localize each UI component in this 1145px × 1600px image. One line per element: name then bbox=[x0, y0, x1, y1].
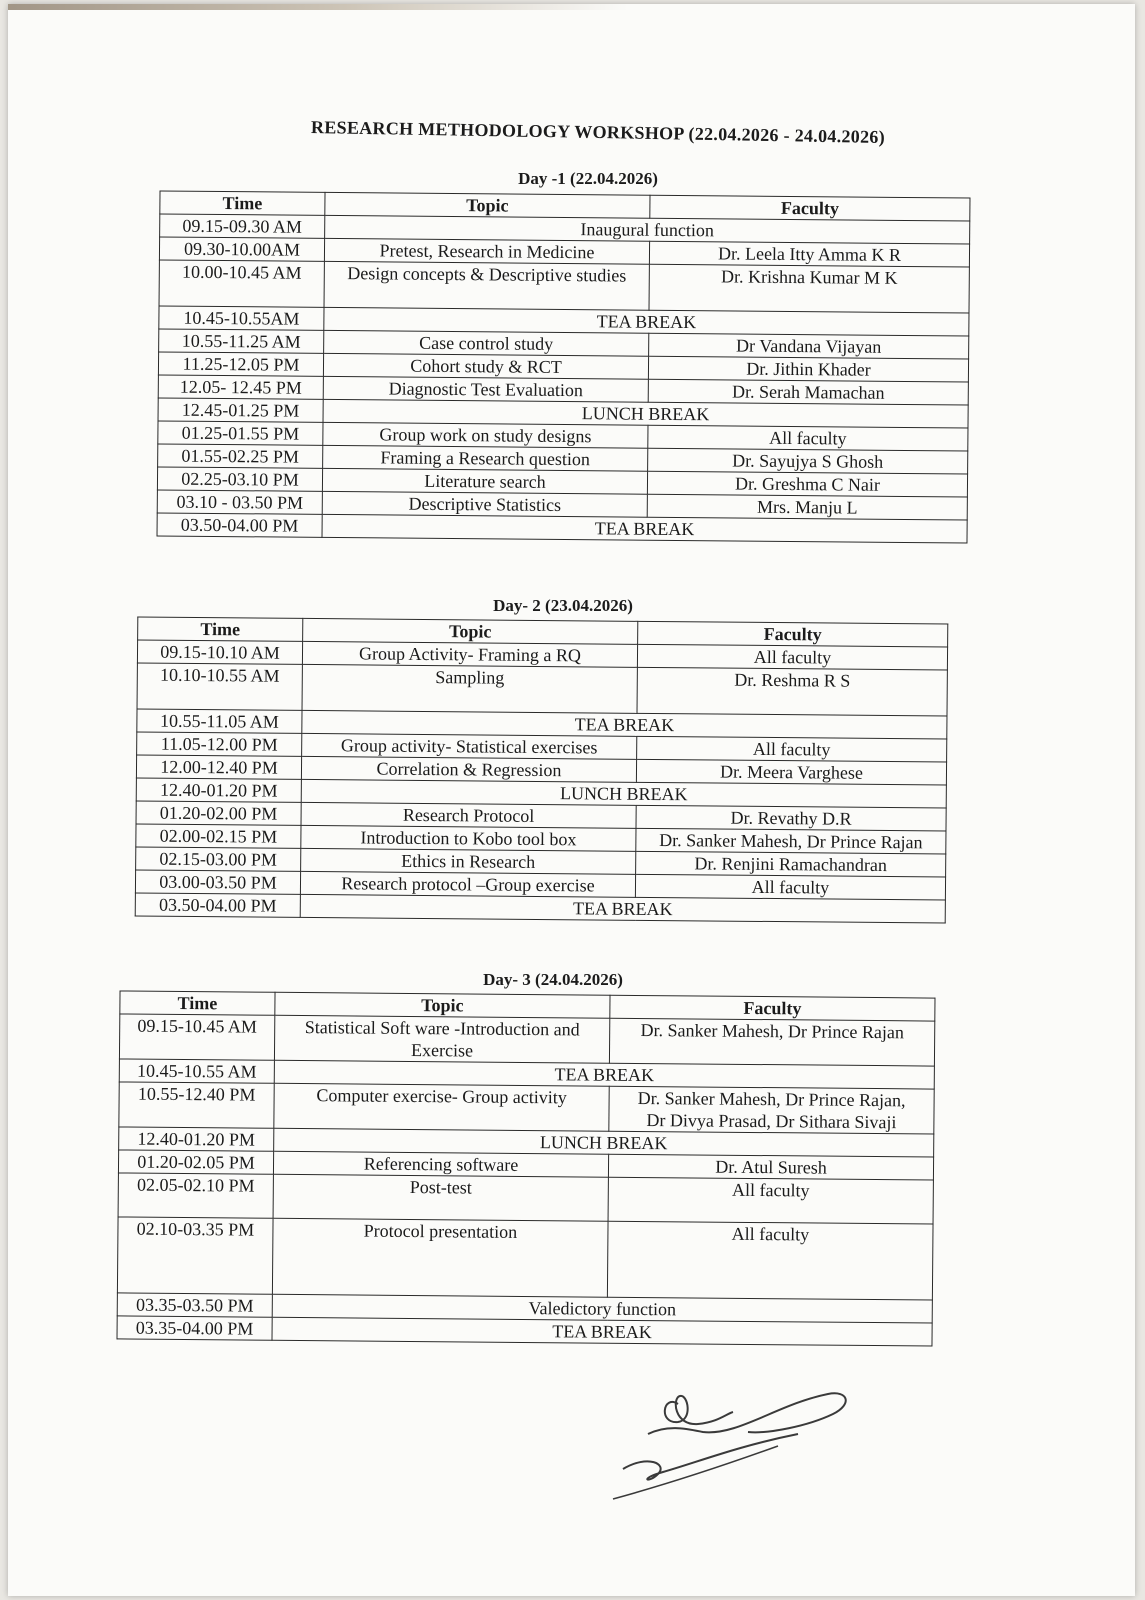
topic-cell: Cohort study & RCT bbox=[323, 353, 648, 379]
faculty-cell: Dr. Sanker Mahesh, Dr Prince Rajan bbox=[609, 1018, 934, 1066]
time-cell: 02.05-02.10 PM bbox=[118, 1173, 273, 1218]
time-cell: 10.00-10.45 AM bbox=[159, 260, 324, 307]
topic-cell: Pretest, Research in Medicine bbox=[324, 238, 649, 264]
day1-table bbox=[157, 190, 971, 543]
header-topic: Topic bbox=[303, 618, 638, 644]
topic-cell: Protocol presentation bbox=[272, 1218, 608, 1297]
topic-cell: Research protocol –Group exercise bbox=[300, 871, 635, 897]
faculty-cell: All faculty bbox=[637, 644, 947, 670]
topic-line: Exercise bbox=[410, 1039, 474, 1061]
table-row bbox=[119, 1082, 934, 1134]
event-cell: TEA BREAK bbox=[274, 1060, 934, 1089]
topic-cell: Literature search bbox=[322, 468, 647, 494]
time-cell: 03.50-04.00 PM bbox=[135, 893, 300, 917]
time-cell: 03.35-03.50 PM bbox=[117, 1293, 272, 1317]
topic-cell: Sampling bbox=[302, 664, 637, 713]
header-time: Time bbox=[160, 191, 325, 215]
faculty-cell: Dr. Meera Varghese bbox=[636, 759, 946, 785]
faculty-cell: All faculty bbox=[608, 1177, 933, 1224]
faculty-line: Dr. Sanker Mahesh, Dr Prince Rajan, bbox=[637, 1087, 906, 1111]
faculty-cell: Mrs. Manju L bbox=[647, 494, 967, 520]
time-cell: 10.45-10.55 AM bbox=[119, 1059, 274, 1083]
time-cell: 12.05- 12.45 PM bbox=[158, 375, 323, 399]
topic-cell: Group Activity- Framing a RQ bbox=[302, 641, 637, 667]
topic-cell: Group work on study designs bbox=[323, 422, 648, 448]
page-title: RESEARCH METHODOLOGY WORKSHOP (22.04.2026 - 24.04.2026) bbox=[310, 116, 886, 148]
topic-cell: Introduction to Kobo tool box bbox=[301, 825, 636, 851]
faculty-cell: Dr. Reshma R S bbox=[637, 667, 947, 716]
faculty-cell bbox=[609, 1086, 934, 1134]
time-cell: 12.00-12.40 PM bbox=[136, 755, 301, 779]
faculty-cell: Dr Vandana Vijayan bbox=[649, 333, 969, 359]
faculty-cell: All faculty bbox=[637, 736, 947, 762]
time-cell: 02.00-02.15 PM bbox=[136, 824, 301, 848]
faculty-cell: All faculty bbox=[635, 874, 945, 900]
day2-table bbox=[135, 616, 949, 923]
header-time: Time bbox=[138, 617, 303, 641]
time-cell: 09.30-10.00AM bbox=[159, 237, 324, 261]
event-cell: TEA BREAK bbox=[272, 1317, 932, 1346]
table-row bbox=[137, 663, 947, 716]
topic-cell: Correlation & Regression bbox=[301, 756, 636, 782]
faculty-cell: All faculty bbox=[648, 425, 968, 451]
day2-heading: Day- 2 (23.04.2026) bbox=[493, 596, 633, 615]
time-cell: 09.15-10.45 AM bbox=[119, 1014, 274, 1060]
event-cell: LUNCH BREAK bbox=[301, 779, 946, 808]
faculty-cell: All faculty bbox=[607, 1221, 933, 1300]
time-cell: 12.40-01.20 PM bbox=[136, 778, 301, 802]
time-cell: 11.05-12.00 PM bbox=[137, 732, 302, 756]
topic-cell: Referencing software bbox=[273, 1151, 608, 1177]
time-cell: 10.55-11.05 AM bbox=[137, 709, 302, 733]
time-cell: 02.15-03.00 PM bbox=[136, 847, 301, 871]
faculty-cell: Dr. Greshma C Nair bbox=[647, 471, 967, 497]
header-topic: Topic bbox=[325, 192, 650, 218]
time-cell: 10.55-12.40 PM bbox=[119, 1082, 274, 1128]
faculty-cell: Dr. Leela Itty Amma K R bbox=[649, 241, 969, 267]
time-cell: 03.00-03.50 PM bbox=[135, 870, 300, 894]
table-row bbox=[118, 1173, 933, 1224]
topic-cell: Group activity- Statistical exercises bbox=[302, 733, 637, 759]
header-faculty: Faculty bbox=[610, 995, 935, 1021]
time-cell: 01.20-02.00 PM bbox=[136, 801, 301, 825]
topic-cell: Case control study bbox=[324, 330, 649, 356]
faculty-cell: Dr. Renjini Ramachandran bbox=[636, 851, 946, 877]
time-cell: 01.25-01.55 PM bbox=[158, 421, 323, 445]
topic-cell: Ethics in Research bbox=[301, 848, 636, 874]
day3-heading: Day- 3 (24.04.2026) bbox=[483, 970, 623, 989]
topic-cell: Descriptive Statistics bbox=[322, 491, 647, 517]
time-cell: 02.10-03.35 PM bbox=[117, 1217, 273, 1294]
event-cell: Valedictory function bbox=[272, 1294, 932, 1323]
time-cell: 10.55-11.25 AM bbox=[159, 329, 324, 353]
time-cell: 10.45-10.55AM bbox=[159, 306, 324, 330]
time-cell: 09.15-09.30 AM bbox=[160, 214, 325, 238]
time-cell: 11.25-12.05 PM bbox=[158, 352, 323, 376]
day1-heading: Day -1 (22.04.2026) bbox=[518, 169, 658, 188]
faculty-cell: Dr. Sanker Mahesh, Dr Prince Rajan bbox=[636, 828, 946, 854]
faculty-cell: Dr. Revathy D.R bbox=[636, 805, 946, 831]
topic-cell: Design concepts & Descriptive studies bbox=[324, 261, 649, 310]
table-row bbox=[119, 1014, 934, 1066]
faculty-cell: Dr. Serah Mamachan bbox=[648, 379, 968, 405]
table-row bbox=[159, 260, 969, 313]
time-cell: 03.50-04.00 PM bbox=[157, 513, 322, 537]
time-cell: 01.55-02.25 PM bbox=[158, 444, 323, 468]
time-cell: 02.25-03.10 PM bbox=[157, 467, 322, 491]
time-cell: 01.20-02.05 PM bbox=[118, 1150, 273, 1174]
faculty-cell: Dr. Atul Suresh bbox=[608, 1154, 933, 1180]
signature-image bbox=[608, 1384, 868, 1514]
header-time: Time bbox=[120, 991, 275, 1015]
document-page bbox=[8, 4, 1135, 1596]
faculty-line: Dr Divya Prasad, Dr Sithara Sivaji bbox=[646, 1110, 897, 1133]
event-cell: TEA BREAK bbox=[300, 894, 945, 923]
topic-line: Statistical Soft ware -Introduction and bbox=[304, 1017, 580, 1040]
time-cell: 10.10-10.55 AM bbox=[137, 663, 302, 710]
header-faculty: Faculty bbox=[650, 195, 970, 221]
event-cell: TEA BREAK bbox=[302, 710, 947, 739]
event-cell: TEA BREAK bbox=[324, 307, 969, 336]
faculty-cell: Dr. Jithin Khader bbox=[648, 356, 968, 382]
event-cell: Inaugural function bbox=[325, 215, 970, 244]
time-cell: 03.10 - 03.50 PM bbox=[157, 490, 322, 514]
topic-cell: Framing a Research question bbox=[323, 445, 648, 471]
topic-cell: Diagnostic Test Evaluation bbox=[323, 376, 648, 402]
faculty-cell: Dr. Sayujya S Ghosh bbox=[648, 448, 968, 474]
topic-cell bbox=[274, 1015, 609, 1063]
topic-cell: Computer exercise- Group activity bbox=[274, 1083, 609, 1131]
time-cell: 09.15-10.10 AM bbox=[137, 640, 302, 664]
scan-edge bbox=[8, 4, 1135, 10]
topic-cell: Research Protocol bbox=[301, 802, 636, 828]
event-cell: LUNCH BREAK bbox=[323, 399, 968, 428]
event-cell: LUNCH BREAK bbox=[274, 1128, 934, 1157]
time-cell: 12.40-01.20 PM bbox=[119, 1127, 274, 1151]
topic-cell: Post-test bbox=[273, 1174, 608, 1221]
time-cell: 03.35-04.00 PM bbox=[117, 1316, 272, 1340]
day3-table bbox=[116, 990, 935, 1346]
faculty-cell: Dr. Krishna Kumar M K bbox=[649, 264, 969, 313]
table-row bbox=[117, 1217, 933, 1300]
time-cell: 12.45-01.25 PM bbox=[158, 398, 323, 422]
header-faculty: Faculty bbox=[638, 621, 948, 647]
event-cell: TEA BREAK bbox=[322, 514, 967, 543]
header-topic: Topic bbox=[275, 992, 610, 1018]
